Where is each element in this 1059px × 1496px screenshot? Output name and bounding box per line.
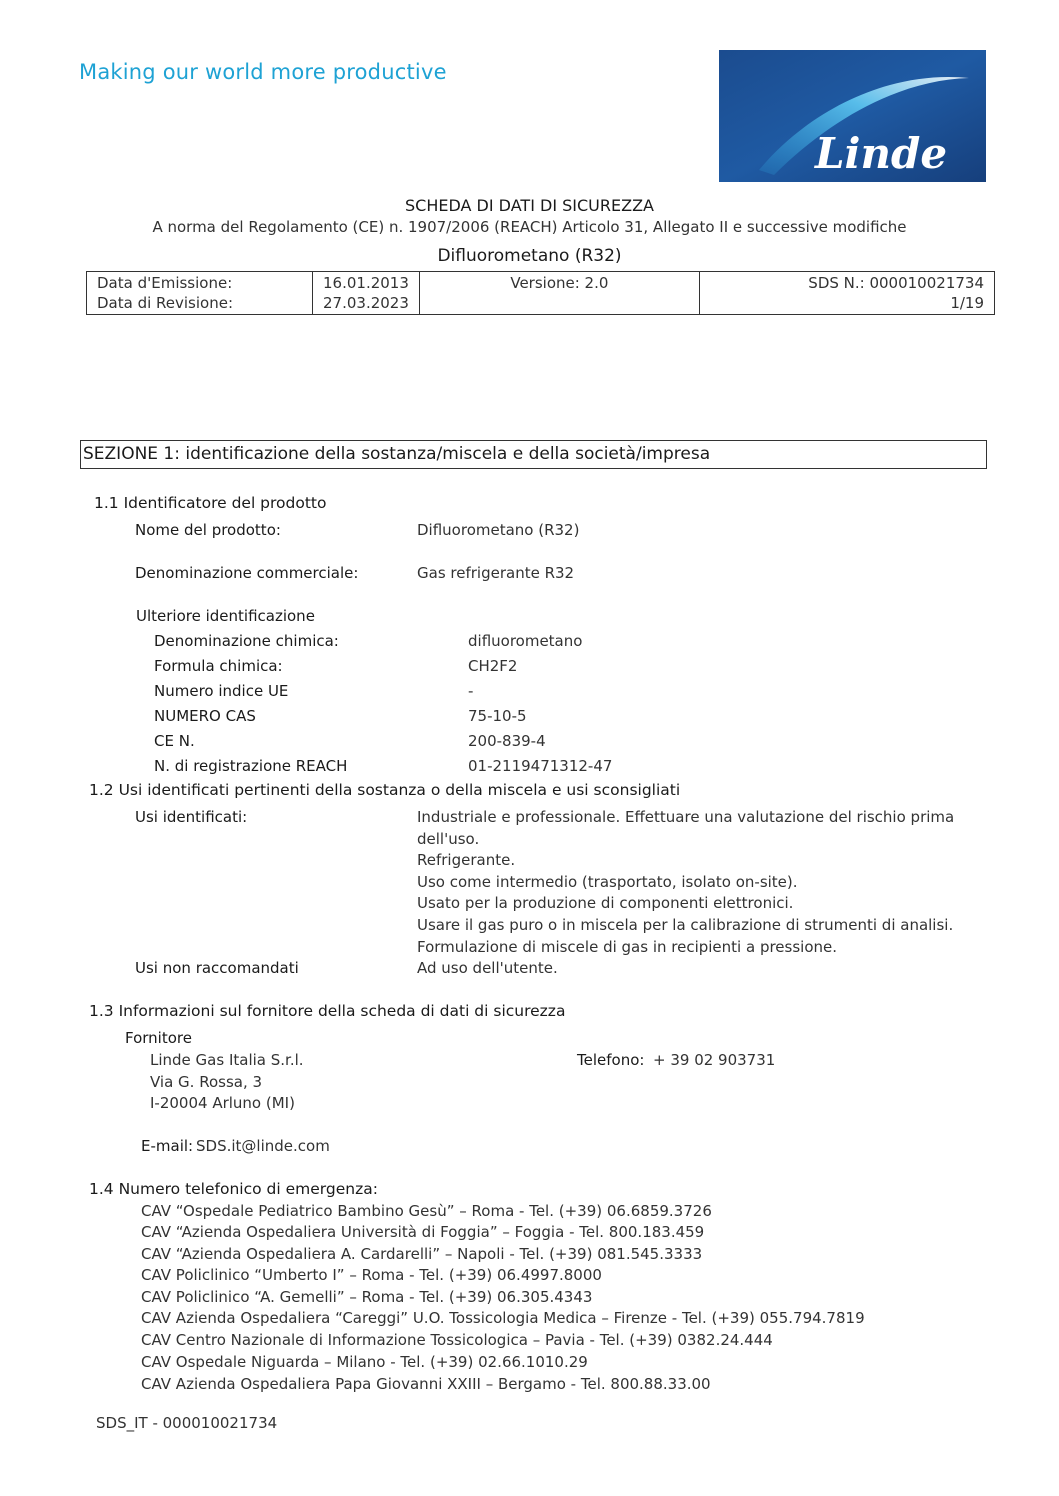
identified-uses-label: Usi identificati: [135, 808, 248, 826]
product-title: Difluorometano (R32) [437, 246, 622, 266]
page-number: 1/19 [950, 294, 984, 312]
id-label: Numero indice UE [154, 682, 289, 700]
supplier-heading: Fornitore [125, 1029, 192, 1047]
heading-1-4: 1.4 Numero telefonico di emergenza: [89, 1180, 378, 1198]
version: Versione: 2.0 [510, 274, 609, 292]
id-label: Formula chimica: [154, 657, 283, 675]
section-1-title: SEZIONE 1: identificazione della sostanza/miscela e della società/impresa [80, 440, 987, 469]
document-subtitle: A norma del Regolamento (CE) n. 1907/2006 (REACH) Articolo 31, Allegato II e successive modifiche [152, 218, 907, 236]
meta-cell [313, 272, 420, 315]
sds-number: SDS N.: 000010021734 [808, 274, 984, 292]
meta-cell [699, 272, 994, 315]
id-label: Denominazione chimica: [154, 632, 339, 650]
heading-1-3: 1.3 Informazioni sul fornitore della scheda di dati di sicurezza [89, 1002, 566, 1020]
revision-date: 27.03.2023 [323, 294, 409, 312]
trade-name-label: Denominazione commerciale: [135, 564, 359, 582]
id-value: 75-10-5 [468, 707, 527, 725]
trade-name-value: Gas refrigerante R32 [417, 564, 575, 582]
email-value[interactable]: SDS.it@linde.com [196, 1137, 330, 1155]
identified-use-line: Usato per la produzione di componenti elettronici. [417, 894, 794, 912]
emergency-line: CAV “Azienda Ospedaliera Università di Foggia” – Foggia - Tel. 800.183.459 [141, 1223, 705, 1241]
identified-use-line: Industriale e professionale. Effettuare una valutazione del rischio prima [417, 808, 955, 826]
phone-label: Telefono: [577, 1051, 645, 1069]
heading-1-1: 1.1 Identificatore del prodotto [94, 494, 327, 512]
identified-use-line: dell'uso. [417, 830, 480, 848]
supplier-line: I-20004 Arluno (MI) [150, 1094, 295, 1112]
uses-not-recommended-label: Usi non raccomandati [135, 959, 299, 977]
id-value: - [468, 682, 474, 700]
emergency-line: CAV Ospedale Niguarda – Milano - Tel. (+39) 02.66.1010.29 [141, 1353, 588, 1371]
revision-date-label: Data di Revisione: [97, 294, 234, 312]
product-name-label: Nome del prodotto: [135, 521, 281, 539]
emergency-line: CAV Centro Nazionale di Informazione Tossicologica – Pavia - Tel. (+39) 0382.24.444 [141, 1331, 773, 1349]
linde-logo [719, 50, 986, 182]
supplier-line: Via G. Rossa, 3 [150, 1073, 263, 1091]
identified-use-line: Uso come intermedio (trasportato, isolato on-site). [417, 873, 798, 891]
supplier-line: Linde Gas Italia S.r.l. [150, 1051, 304, 1069]
id-value: 01-2119471312-47 [468, 757, 613, 775]
id-label: N. di registrazione REACH [154, 757, 348, 775]
id-value: 200-839-4 [468, 732, 546, 750]
identified-use-line: Formulazione di miscele di gas in recipienti a pressione. [417, 938, 838, 956]
id-label: NUMERO CAS [154, 707, 256, 725]
emergency-line: CAV “Azienda Ospedaliera A. Cardarelli” – Napoli - Tel. (+39) 081.545.3333 [141, 1245, 703, 1263]
issue-date: 16.01.2013 [323, 274, 409, 292]
svg-text:Linde: Linde [815, 129, 948, 178]
footer-doc-code: SDS_IT - 000010021734 [96, 1414, 278, 1432]
document-title: SCHEDA DI DATI DI SICUREZZA [405, 196, 654, 215]
uses-not-recommended-value: Ad uso dell'utente. [417, 959, 558, 977]
email-label: E-mail: [141, 1137, 194, 1155]
meta-row [87, 272, 995, 315]
document-meta-table [86, 271, 995, 315]
emergency-line: CAV “Ospedale Pediatrico Bambino Gesù” – Roma - Tel. (+39) 06.6859.3726 [141, 1202, 712, 1220]
tagline: Making our world more productive [79, 60, 447, 84]
meta-cell [419, 272, 699, 315]
id-label: CE N. [154, 732, 195, 750]
phone-value: + 39 02 903731 [653, 1051, 776, 1069]
id-value: CH2F2 [468, 657, 518, 675]
emergency-line: CAV Policlinico “Umberto I” – Roma - Tel. (+39) 06.4997.8000 [141, 1266, 602, 1284]
identified-use-line: Usare il gas puro o in miscela per la calibrazione di strumenti di analisi. [417, 916, 954, 934]
heading-1-2: 1.2 Usi identificati pertinenti della sostanza o della miscela e usi sconsigliati [89, 781, 681, 799]
id-value: difluorometano [468, 632, 583, 650]
linde-logo-graphic [719, 50, 986, 182]
emergency-line: CAV Policlinico “A. Gemelli” – Roma - Tel. (+39) 06.305.4343 [141, 1288, 593, 1306]
emergency-line: CAV Azienda Ospedaliera Papa Giovanni XXIII – Bergamo - Tel. 800.88.33.00 [141, 1375, 711, 1393]
emergency-line: CAV Azienda Ospedaliera “Careggi” U.O. Tossicologia Medica – Firenze - Tel. (+39) 055.794.7819 [141, 1309, 865, 1327]
further-identification-heading: Ulteriore identificazione [136, 607, 315, 625]
identified-use-line: Refrigerante. [417, 851, 516, 869]
meta-cell [87, 272, 313, 315]
product-name-value: Difluorometano (R32) [417, 521, 580, 539]
issue-date-label: Data d'Emissione: [97, 274, 233, 292]
